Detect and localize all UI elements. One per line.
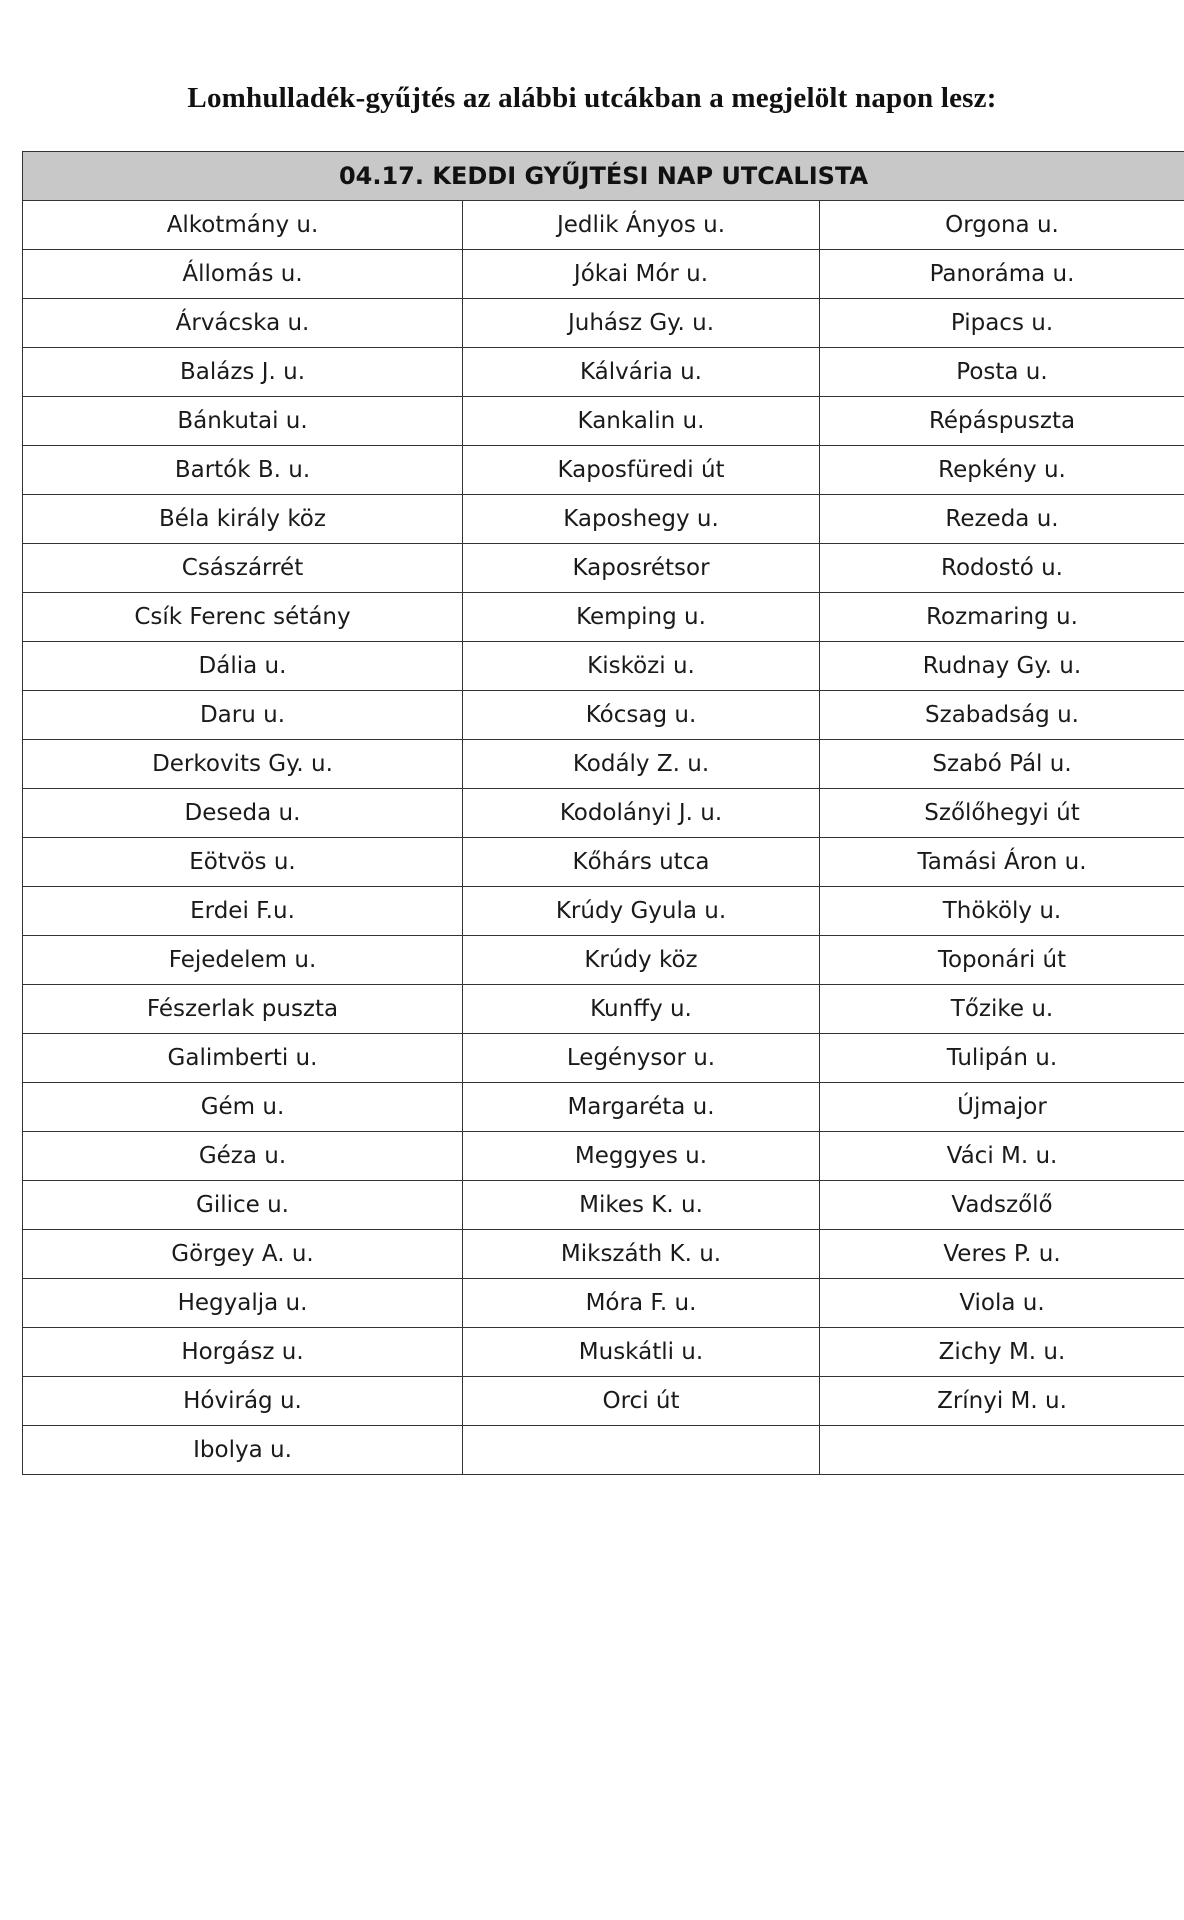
street-name-cell: Mikes K. u. <box>463 1181 820 1230</box>
street-name-cell: Kisközi u. <box>463 642 820 691</box>
table-row <box>23 348 1184 397</box>
street-name-cell: Állomás u. <box>23 250 463 299</box>
street-name-cell: Gém u. <box>23 1083 463 1132</box>
empty-cell <box>820 1426 1184 1475</box>
street-name-cell: Eötvös u. <box>23 838 463 887</box>
street-name-cell: Galimberti u. <box>23 1034 463 1083</box>
street-name-cell: Krúdy Gyula u. <box>463 887 820 936</box>
street-name-cell: Géza u. <box>23 1132 463 1181</box>
street-name-cell: Kemping u. <box>463 593 820 642</box>
table-row <box>23 446 1184 495</box>
table-row <box>23 299 1184 348</box>
street-name-cell: Orgona u. <box>820 201 1184 250</box>
street-name-cell: Rodostó u. <box>820 544 1184 593</box>
empty-cell <box>463 1426 820 1475</box>
street-name-cell: Derkovits Gy. u. <box>23 740 463 789</box>
table-row <box>23 691 1184 740</box>
street-name-cell: Repkény u. <box>820 446 1184 495</box>
street-name-cell: Újmajor <box>820 1083 1184 1132</box>
table-row <box>23 838 1184 887</box>
street-name-cell: Balázs J. u. <box>23 348 463 397</box>
table-body <box>23 201 1184 1475</box>
table-row <box>23 1426 1184 1475</box>
street-name-cell: Fejedelem u. <box>23 936 463 985</box>
street-name-cell: Hegyalja u. <box>23 1279 463 1328</box>
table-row <box>23 1181 1184 1230</box>
street-name-cell: Móra F. u. <box>463 1279 820 1328</box>
table-header-row <box>23 152 1184 201</box>
street-name-cell: Juhász Gy. u. <box>463 299 820 348</box>
table-row <box>23 936 1184 985</box>
street-name-cell: Tőzike u. <box>820 985 1184 1034</box>
street-name-cell: Toponári út <box>820 936 1184 985</box>
street-name-cell: Bartók B. u. <box>23 446 463 495</box>
street-name-cell: Kankalin u. <box>463 397 820 446</box>
table-row <box>23 1230 1184 1279</box>
table-row <box>23 1279 1184 1328</box>
street-name-cell: Zrínyi M. u. <box>820 1377 1184 1426</box>
street-name-cell: Kunffy u. <box>463 985 820 1034</box>
table-row <box>23 250 1184 299</box>
street-name-cell: Váci M. u. <box>820 1132 1184 1181</box>
street-name-cell: Panoráma u. <box>820 250 1184 299</box>
street-name-cell: Ibolya u. <box>23 1426 463 1475</box>
table-header: 04.17. KEDDI GYŰJTÉSI NAP UTCALISTA <box>23 152 1184 201</box>
street-name-cell: Bánkutai u. <box>23 397 463 446</box>
street-name-cell: Béla király köz <box>23 495 463 544</box>
street-name-cell: Kodály Z. u. <box>463 740 820 789</box>
street-name-cell: Tulipán u. <box>820 1034 1184 1083</box>
street-name-cell: Kócsag u. <box>463 691 820 740</box>
street-name-cell: Kaposfüredi út <box>463 446 820 495</box>
table-row <box>23 544 1184 593</box>
street-name-cell: Rezeda u. <box>820 495 1184 544</box>
table-row <box>23 1034 1184 1083</box>
street-name-cell: Margaréta u. <box>463 1083 820 1132</box>
street-name-cell: Görgey A. u. <box>23 1230 463 1279</box>
street-name-cell: Kálvária u. <box>463 348 820 397</box>
street-name-cell: Csík Ferenc sétány <box>23 593 463 642</box>
street-name-cell: Szabó Pál u. <box>820 740 1184 789</box>
street-name-cell: Kaposhegy u. <box>463 495 820 544</box>
street-name-cell: Fészerlak puszta <box>23 985 463 1034</box>
table-row <box>23 789 1184 838</box>
street-name-cell: Jókai Mór u. <box>463 250 820 299</box>
street-name-cell: Thököly u. <box>820 887 1184 936</box>
street-name-cell: Császárrét <box>23 544 463 593</box>
street-name-cell: Muskátli u. <box>463 1328 820 1377</box>
street-name-cell: Szőlőhegyi út <box>820 789 1184 838</box>
street-name-cell: Jedlik Ányos u. <box>463 201 820 250</box>
street-name-cell: Meggyes u. <box>463 1132 820 1181</box>
table-row <box>23 593 1184 642</box>
street-list-table <box>22 151 1184 1475</box>
table-row <box>23 397 1184 446</box>
table-row <box>23 1083 1184 1132</box>
street-name-cell: Kőhárs utca <box>463 838 820 887</box>
street-name-cell: Legénysor u. <box>463 1034 820 1083</box>
street-name-cell: Veres P. u. <box>820 1230 1184 1279</box>
street-name-cell: Dália u. <box>23 642 463 691</box>
table-row <box>23 1328 1184 1377</box>
table-row <box>23 1132 1184 1181</box>
street-name-cell: Erdei F.u. <box>23 887 463 936</box>
street-name-cell: Deseda u. <box>23 789 463 838</box>
street-name-cell: Mikszáth K. u. <box>463 1230 820 1279</box>
street-name-cell: Kodolányi J. u. <box>463 789 820 838</box>
street-name-cell: Zichy M. u. <box>820 1328 1184 1377</box>
table-row <box>23 495 1184 544</box>
street-name-cell: Kaposrétsor <box>463 544 820 593</box>
street-name-cell: Pipacs u. <box>820 299 1184 348</box>
street-name-cell: Rozmaring u. <box>820 593 1184 642</box>
street-name-cell: Répáspuszta <box>820 397 1184 446</box>
table-row <box>23 887 1184 936</box>
street-name-cell: Alkotmány u. <box>23 201 463 250</box>
street-name-cell: Viola u. <box>820 1279 1184 1328</box>
street-name-cell: Vadszőlő <box>820 1181 1184 1230</box>
street-name-cell: Horgász u. <box>23 1328 463 1377</box>
table-row <box>23 201 1184 250</box>
street-name-cell: Gilice u. <box>23 1181 463 1230</box>
street-name-cell: Tamási Áron u. <box>820 838 1184 887</box>
table-row <box>23 985 1184 1034</box>
street-name-cell: Szabadság u. <box>820 691 1184 740</box>
street-name-cell: Posta u. <box>820 348 1184 397</box>
street-name-cell: Daru u. <box>23 691 463 740</box>
street-name-cell: Rudnay Gy. u. <box>820 642 1184 691</box>
document-title: Lomhulladék-gyűjtés az alábbi utcákban a megjelölt napon lesz: <box>187 82 997 114</box>
table-row <box>23 642 1184 691</box>
table-row <box>23 1377 1184 1426</box>
street-name-cell: Orci út <box>463 1377 820 1426</box>
street-name-cell: Hóvirág u. <box>23 1377 463 1426</box>
street-name-cell: Árvácska u. <box>23 299 463 348</box>
table-row <box>23 740 1184 789</box>
street-name-cell: Krúdy köz <box>463 936 820 985</box>
